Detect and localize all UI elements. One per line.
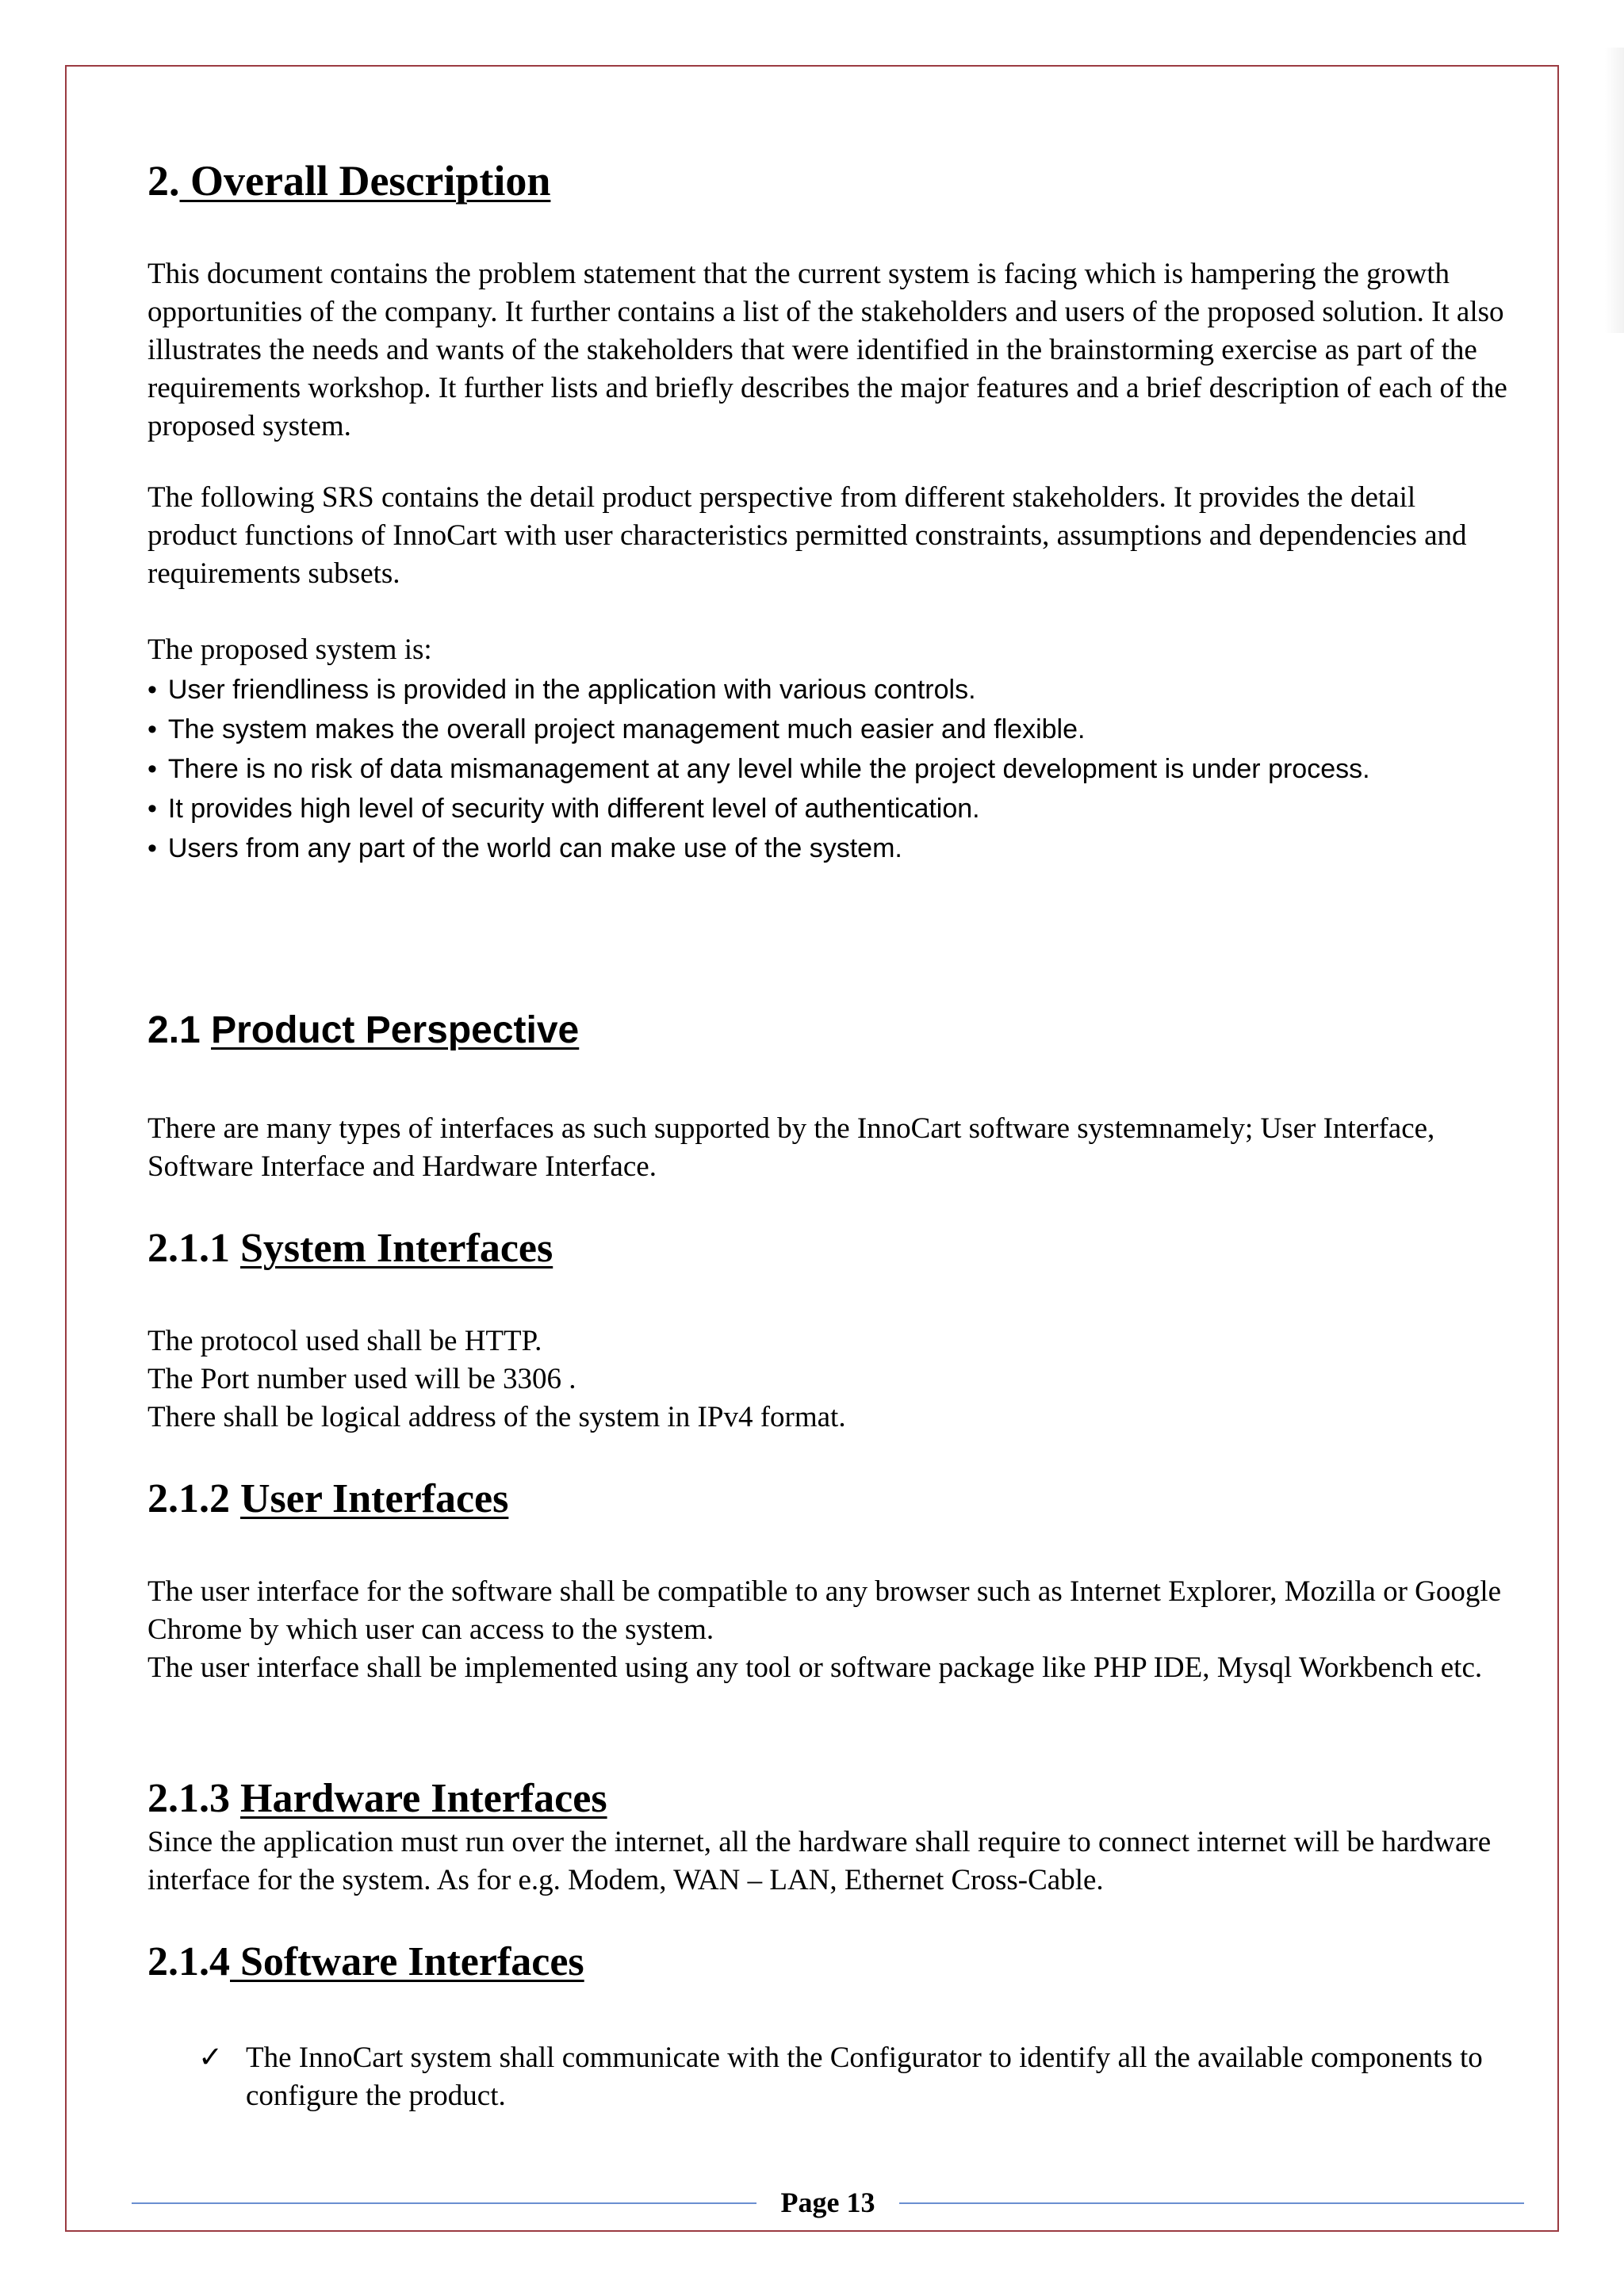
section-2-1-3-title: Hardware Interfaces (240, 1776, 607, 1821)
section-2-1-1 (147, 1224, 1511, 1273)
list-intro: The proposed system is: (147, 633, 432, 666)
feature-list-block (147, 670, 1511, 868)
section-2-paragraph-2-block (147, 479, 1511, 593)
section-2-1-4-title: Software Interfaces (230, 1939, 584, 1984)
section-2-paragraph-1-block (147, 255, 1511, 446)
check-list-item (198, 2039, 1515, 2118)
feature-list (147, 670, 1511, 868)
section-2-1-2-heading: 2.1.2 User Interfaces (147, 1476, 509, 1521)
list-intro-block (147, 631, 1511, 669)
section-2-title: Overall Description (179, 157, 551, 205)
section-2-1-paragraph: There are many types of interfaces as such supported by the InnoCart software systemnamely; User Interface, Software Interface and Hardware Interface. (147, 1112, 1435, 1183)
section-2-paragraph-1: This document contains the problem statement that the current system is facing which is hampering the growth opportunities of the company. It further contains a list of the stakeholders and users of the proposed solution. It also illustrates the needs and wants of the stakeholders that were identified in the brainstorming exercise as part of the requirements workshop. It further lists and briefly describes the major features and a brief description of each of the proposed system. (147, 258, 1507, 442)
list-item: • User friendliness is provided in the application with various controls. (147, 675, 976, 705)
page-footer (132, 2182, 1524, 2223)
bullet-icon: • (147, 675, 157, 705)
section-2-1-1-body (147, 1322, 1511, 1437)
section-2-paragraph-2: The following SRS contains the detail product perspective from different stakeholders. It provides the detail product functions of InnoCart with user characteristics permitted constraints, assumptions and dependencies and requirements subsets. (147, 481, 1467, 590)
section-2-1-3 (147, 1774, 1511, 1823)
section-2-1-2 (147, 1475, 1511, 1524)
checkmark-icon: ✓ (198, 2042, 224, 2074)
list-item: • The system makes the overall project management much easier and flexible. (147, 714, 1086, 744)
section-2 (147, 155, 1511, 206)
section-2-1-1-heading: 2.1.1 System Interfaces (147, 1226, 553, 1271)
system-interface-line: The protocol used shall be HTTP. (147, 1325, 542, 1357)
section-2-1-3-paragraph: Since the application must run over the internet, all the hardware shall require to connect internet will be hardware interface for the system. As for e.g. Modem, WAN – LAN, Ethernet Cross-Cable. (147, 1826, 1492, 1896)
section-2-1-1-title: System Interfaces (240, 1226, 553, 1271)
page-number: Page 13 (780, 2187, 875, 2218)
user-interface-line: The user interface for the software shall be compatible to any browser such as Internet Explorer, Mozilla or Google Chrome by which user can access to the system. (147, 1575, 1502, 1646)
section-2-1-3-body (147, 1823, 1511, 1900)
bullet-icon: • (147, 714, 157, 744)
footer-rule-right (899, 2202, 1524, 2204)
list-item: • Users from any part of the world can make use of the system. (147, 833, 902, 863)
section-2-1-2-title: User Interfaces (240, 1476, 509, 1521)
user-interface-line: The user interface shall be implemented using any tool or software package like PHP IDE, Mysql Workbench etc. (147, 1651, 1483, 1684)
section-2-1-title: Product Perspective (211, 1009, 580, 1051)
footer-rule-left (132, 2202, 756, 2204)
bullet-icon: • (147, 754, 157, 784)
section-2-1-2-body (147, 1573, 1511, 1687)
bullet-icon: • (147, 833, 157, 863)
section-2-1 (147, 1007, 1511, 1054)
list-item: • There is no risk of data mismanagement at any level while the project development is under process. (147, 754, 1370, 784)
section-2-1-4 (147, 1938, 1511, 1987)
page-edge-shadow (1605, 48, 1624, 333)
software-interface-item: The InnoCart system shall communicate with the Configurator to identify all the available components to configure the product. (246, 2042, 1483, 2112)
system-interface-line: There shall be logical address of the system in IPv4 format. (147, 1401, 846, 1433)
section-2-1-4-heading: 2.1.4 Software Interfaces (147, 1939, 584, 1984)
section-2-number: 2. (147, 157, 180, 205)
system-interface-line: The Port number used will be 3306 . (147, 1363, 576, 1395)
bullet-icon: • (147, 794, 157, 824)
section-2-1-3-heading: 2.1.3 Hardware Interfaces (147, 1776, 607, 1821)
section-2-1-paragraph-block (147, 1110, 1511, 1186)
list-item: • It provides high level of security with different level of authentication. (147, 794, 980, 824)
section-2-heading (147, 155, 1511, 206)
section-2-1-heading: 2.1 Product Perspective (147, 1009, 580, 1051)
